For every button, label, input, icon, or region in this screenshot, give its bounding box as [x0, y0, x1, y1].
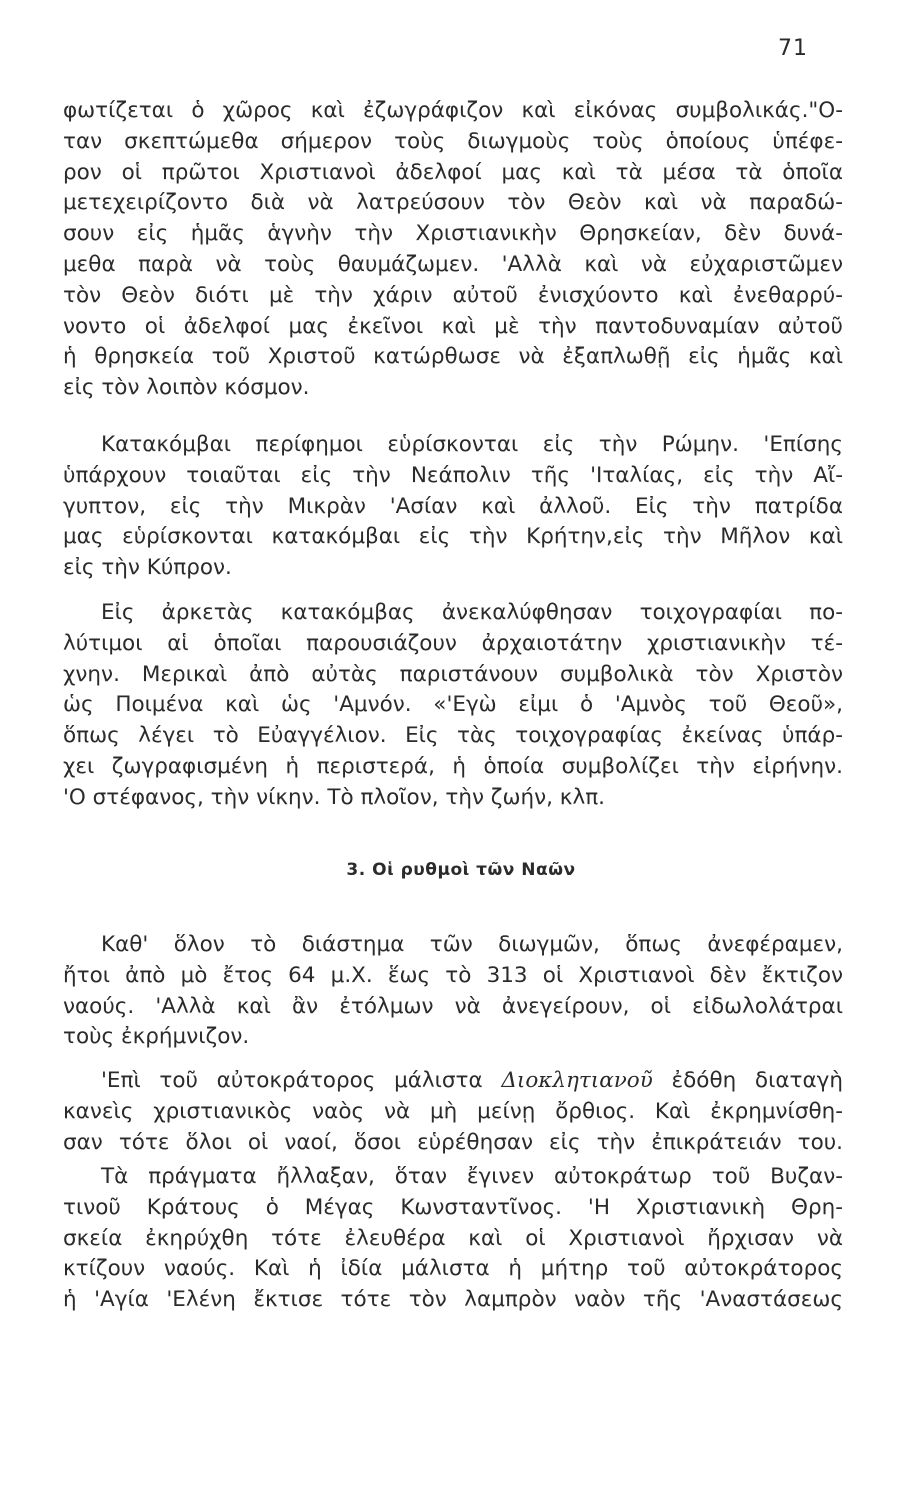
section-heading: 3. Οἱ ρυθμοὶ τῶν Ναῶν — [346, 860, 576, 880]
paragraph-wall-paintings — [63, 598, 843, 814]
text-line: λύτιμοι αἱ ὁποῖαι παρουσιάζουν ἀρχαιοτάτην χριστιανικὴν τέ- — [63, 630, 843, 656]
text-line: τοὺς ἐκρήμνιζον. — [63, 1024, 250, 1050]
text-line: τινοῦ Κράτους ὁ Μέγας Κωνσταντῖνος. 'Η Χριστιανικὴ Θρη- — [63, 1194, 843, 1220]
text-line — [63, 1066, 843, 1097]
text-line: σκεία ἐκηρύχθη τότε ἐλευθέρα καὶ οἱ Χριστιανοὶ ἤρχισαν νὰ — [63, 1225, 843, 1251]
emperor-name-italic: Διοκλητιανοῦ — [501, 1068, 653, 1093]
text-line: μεθα παρὰ νὰ τοὺς θαυμάζωμεν. 'Αλλὰ καὶ νὰ εὐχαριστῶμεν — [63, 251, 843, 277]
paragraph-diocletian — [63, 1066, 843, 1158]
text-line: γυπτον, εἰς τὴν Μικρὰν 'Ασίαν καὶ ἀλλοῦ. Εἰς τὴν πατρίδα — [63, 493, 843, 519]
text-line: σαν τότε ὅλοι οἱ ναοί, ὅσοι εὑρέθησαν εἰς τὴν ἐπικράτειάν του. — [63, 1129, 843, 1155]
text-segment: ἐδόθη διαταγὴ — [652, 1068, 843, 1093]
text-line: κανεὶς χριστιανικὸς ναὸς νὰ μὴ μείνῃ ὄρθιος. Καὶ ἐκρημνίσθη- — [63, 1098, 843, 1124]
text-line: χει ζωγραφισμένη ἡ περιστερά, ἡ ὁποία συμβολίζει τὴν εἰρήνην. — [63, 753, 843, 779]
paragraph-famous-catacombs — [63, 430, 843, 584]
text-line: Εἰς ἀρκετὰς κατακόμβας ἀνεκαλύφθησαν τοιχογραφίαι πο- — [101, 600, 843, 625]
text-line: Κατακόμβαι περίφημοι εὑρίσκονται εἰς τὴν Ρώμην. 'Επίσης — [101, 432, 843, 457]
text-line: ἡ θρησκεία τοῦ Χριστοῦ κατώρθωσε νὰ ἐξαπλωθῇ εἰς ἡμᾶς καὶ — [63, 344, 843, 370]
text-line: ὅπως λέγει τὸ Εὐαγγέλιον. Εἰς τὰς τοιχογραφίας ἐκείνας ὑπάρ- — [63, 723, 843, 749]
text-line: 'Ο στέφανος, τὴν νίκην. Τὸ πλοῖον, τὴν ζωήν, κλπ. — [63, 784, 605, 810]
text-line: χνην. Μερικαὶ ἀπὸ αὐτὰς παριστάνουν συμβολικὰ τὸν Χριστὸν — [63, 661, 843, 687]
text-line: σουν εἰς ἡμᾶς ἁγνὴν τὴν Χριστιανικὴν Θρησκείαν, δὲν δυνά- — [63, 221, 843, 247]
text-segment: 'Επὶ τοῦ αὐτοκράτορος μάλιστα — [101, 1068, 502, 1093]
text-line: ἤτοι ἀπὸ μὸ ἔτος 64 μ.Χ. ἕως τὸ 313 οἱ Χριστιανοὶ δὲν ἔκτιζον — [63, 962, 843, 988]
text-line: μετεχειρίζοντο διὰ νὰ λατρεύσουν τὸν Θεὸν καὶ νὰ παραδώ- — [63, 190, 843, 216]
paragraph-catacomb-worship — [63, 96, 843, 404]
text-line: ἡ 'Αγία 'Ελένη ἔκτισε τότε τὸν λαμπρὸν ναὸν τῆς 'Αναστάσεως — [63, 1287, 843, 1313]
text-line: εἰς τὸν λοιπὸν κόσμον. — [63, 375, 310, 401]
page-number: 71 — [778, 36, 808, 61]
paragraph-constantine — [63, 1162, 843, 1316]
text-line: κτίζουν ναούς. Καὶ ἡ ἰδία μάλιστα ἡ μήτηρ τοῦ αὐτοκράτορος — [63, 1256, 843, 1282]
paragraph-persecution-period — [63, 930, 843, 1053]
text-line: Καθ' ὅλον τὸ διάστημα τῶν διωγμῶν, ὅπως ἀνεφέραμεν, — [101, 932, 843, 957]
text-line: νοντο οἱ ἀδελφοί μας ἐκεῖνοι καὶ μὲ τὴν παντοδυναμίαν αὐτοῦ — [63, 313, 843, 339]
text-line: ναούς. 'Αλλὰ καὶ ἂν ἐτόλμων νὰ ἀνεγείρουν, οἱ εἰδωλολάτραι — [63, 993, 843, 1019]
text-line: ὑπάρχουν τοιαῦται εἰς τὴν Νεάπολιν τῆς 'Ιταλίας, εἰς τὴν Αἴ- — [63, 462, 843, 488]
text-line: τὸν Θεὸν διότι μὲ τὴν χάριν αὐτοῦ ἐνισχύοντο καὶ ἐνεθαρρύ- — [63, 282, 843, 308]
text-line: Τὰ πράγματα ἤλλαξαν, ὅταν ἔγινεν αὐτοκράτωρ τοῦ Βυζαν- — [101, 1164, 843, 1189]
text-line: μας εὑρίσκονται κατακόμβαι εἰς τὴν Κρήτην,εἰς τὴν Μῆλον καὶ — [63, 524, 843, 550]
text-line: ταν σκεπτώμεθα σήμερον τοὺς διωγμοὺς τοὺς ὁποίους ὑπέφε- — [63, 128, 843, 154]
text-line: φωτίζεται ὁ χῶρος καὶ ἐζωγράφιζον καὶ εἰκόνας συμβολικάς."Ο- — [63, 98, 843, 123]
text-line: εἰς τὴν Κύπρον. — [63, 555, 232, 581]
text-line: ὡς Ποιμένα καὶ ὡς 'Αμνόν. «'Εγὼ εἰμι ὁ 'Αμνὸς τοῦ Θεοῦ», — [63, 692, 843, 718]
text-line: ρον οἱ πρῶτοι Χριστιανοὶ ἀδελφοί μας καὶ τὰ μέσα τὰ ὁποῖα — [63, 159, 843, 185]
